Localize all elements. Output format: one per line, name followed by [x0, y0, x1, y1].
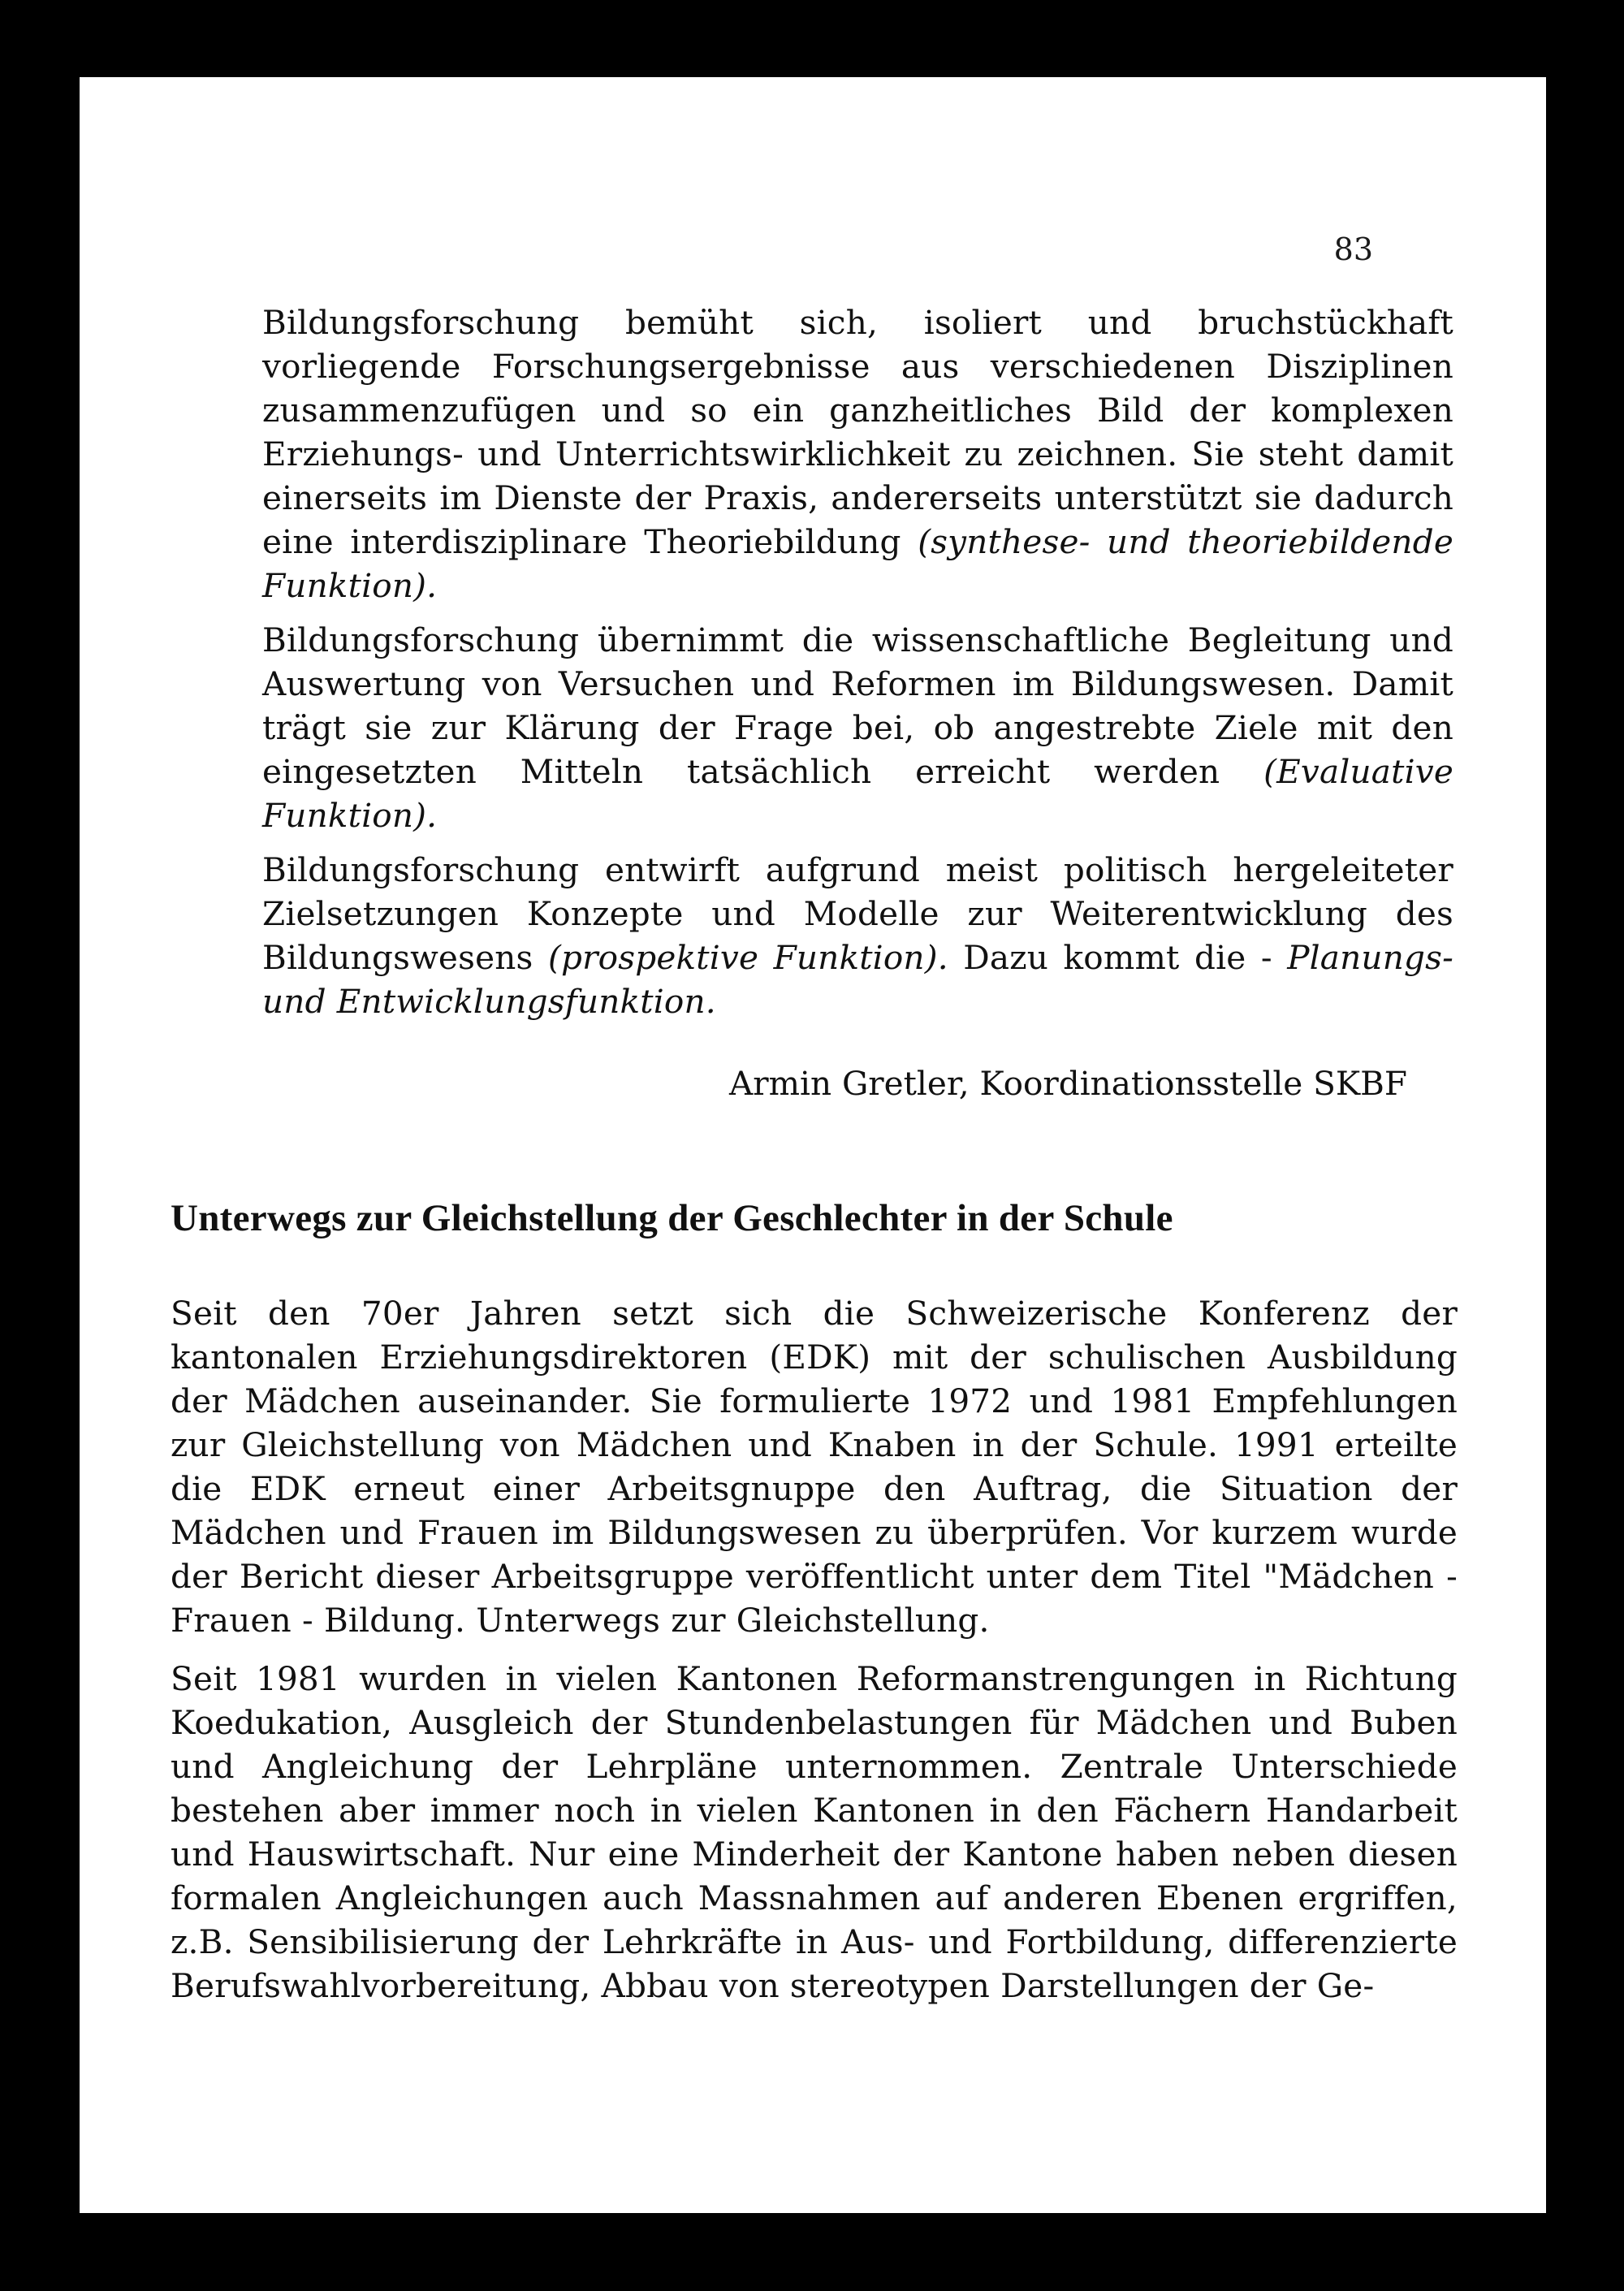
paragraph-emphasis: (synthese- und theoriebildende Funktion).	[262, 522, 1453, 605]
paragraph-prospective	[262, 848, 1453, 1023]
section-paragraph: Seit 1981 wurden in vielen Kantonen Reformanstrengungen in Richtung Koedukation, Ausgleich der Stundenbelastungen für Mädchen und Buben und Angleichung der Lehrpläne unternommen. Zentrale Unterschiede bestehen aber immer noch in vielen Kantonen in den Fächern Handarbeit und Hauswirtschaft. Nur eine Minderheit der Kantone haben neben diesen formalen Angleichungen auch Massnahmen auf anderen Ebenen ergriffen, z.B. Sensibilisierung der Lehrkräfte in Aus- und Fortbildung, differenzierte Berufswahlvorbereitung, Abbau von stereotypen Darstellungen der Ge-	[171, 1659, 1458, 2005]
section-heading: Unterwegs zur Gleichstellung der Geschlechter in der Schule	[171, 1197, 1173, 1239]
section-paragraph: Seit den 70er Jahren setzt sich die Schweizerische Konferenz der kantonalen Erziehungsdirektoren (EDK) mit der schulischen Ausbildung der Mädchen auseinander. Sie formulierte 1972 und 1981 Empfehlungen zur Gleichstellung von Mädchen und Knaben in der Schule. 1991 erteilte die EDK erneut einer Arbeitsgnuppe den Auftrag, die Situation der Mädchen und Frauen im Bildungswesen zu überprüfen. Vor kurzem wurde der Bericht dieser Arbeitsgruppe veröffentlicht unter dem Titel "Mädchen - Frauen - Bildung. Unterwegs zur Gleichstellung.	[171, 1294, 1458, 1640]
scanned-page	[80, 77, 1546, 2213]
paragraph-emphasis-secondary: Planungs- und Entwicklungsfunktion.	[262, 938, 1453, 1021]
paragraph-text: Bildungsforschung entwirft aufgrund meist politisch hergeleiteter Zielsetzungen Konzepte und Modelle zur Weiterentwicklung des Bildungswesens	[262, 850, 1453, 977]
page-number: 83	[1333, 231, 1373, 267]
paragraph-text: Bildungsforschung bemüht sich, isoliert und bruchstückhaft vorliegende Forschungsergebnisse aus verschiedenen Disziplinen zusammenzufügen und so ein ganzheitliches Bild der komplexen Erziehungs- und Unterrichtswirklichkeit zu zeichnen. Sie steht damit einerseits im Dienste der Praxis, andererseits unterstützt sie dadurch eine interdisziplinare Theoriebildung	[262, 303, 1453, 561]
paragraph-synthesis	[262, 300, 1453, 607]
paragraph-text: Bildungsforschung übernimmt die wissenschaftliche Begleitung und Auswertung von Versuchen und Reformen im Bildungswesen. Damit trägt sie zur Klärung der Frage bei, ob angestrebte Ziele mit den eingesetzten Mitteln tatsächlich erreicht werden	[262, 620, 1453, 791]
author-signature: Armin Gretler, Koordinationsstelle SKBF	[729, 1064, 1407, 1103]
paragraph-emphasis: (prospektive Funktion).	[547, 938, 948, 977]
intro-text-block	[262, 300, 1453, 1034]
paragraph-evaluative	[262, 618, 1453, 837]
section-text-block	[171, 1291, 1458, 2022]
paragraph-emphasis: (Evaluative Funktion).	[262, 752, 1453, 835]
paragraph-tail: Dazu kommt die -	[948, 938, 1288, 977]
